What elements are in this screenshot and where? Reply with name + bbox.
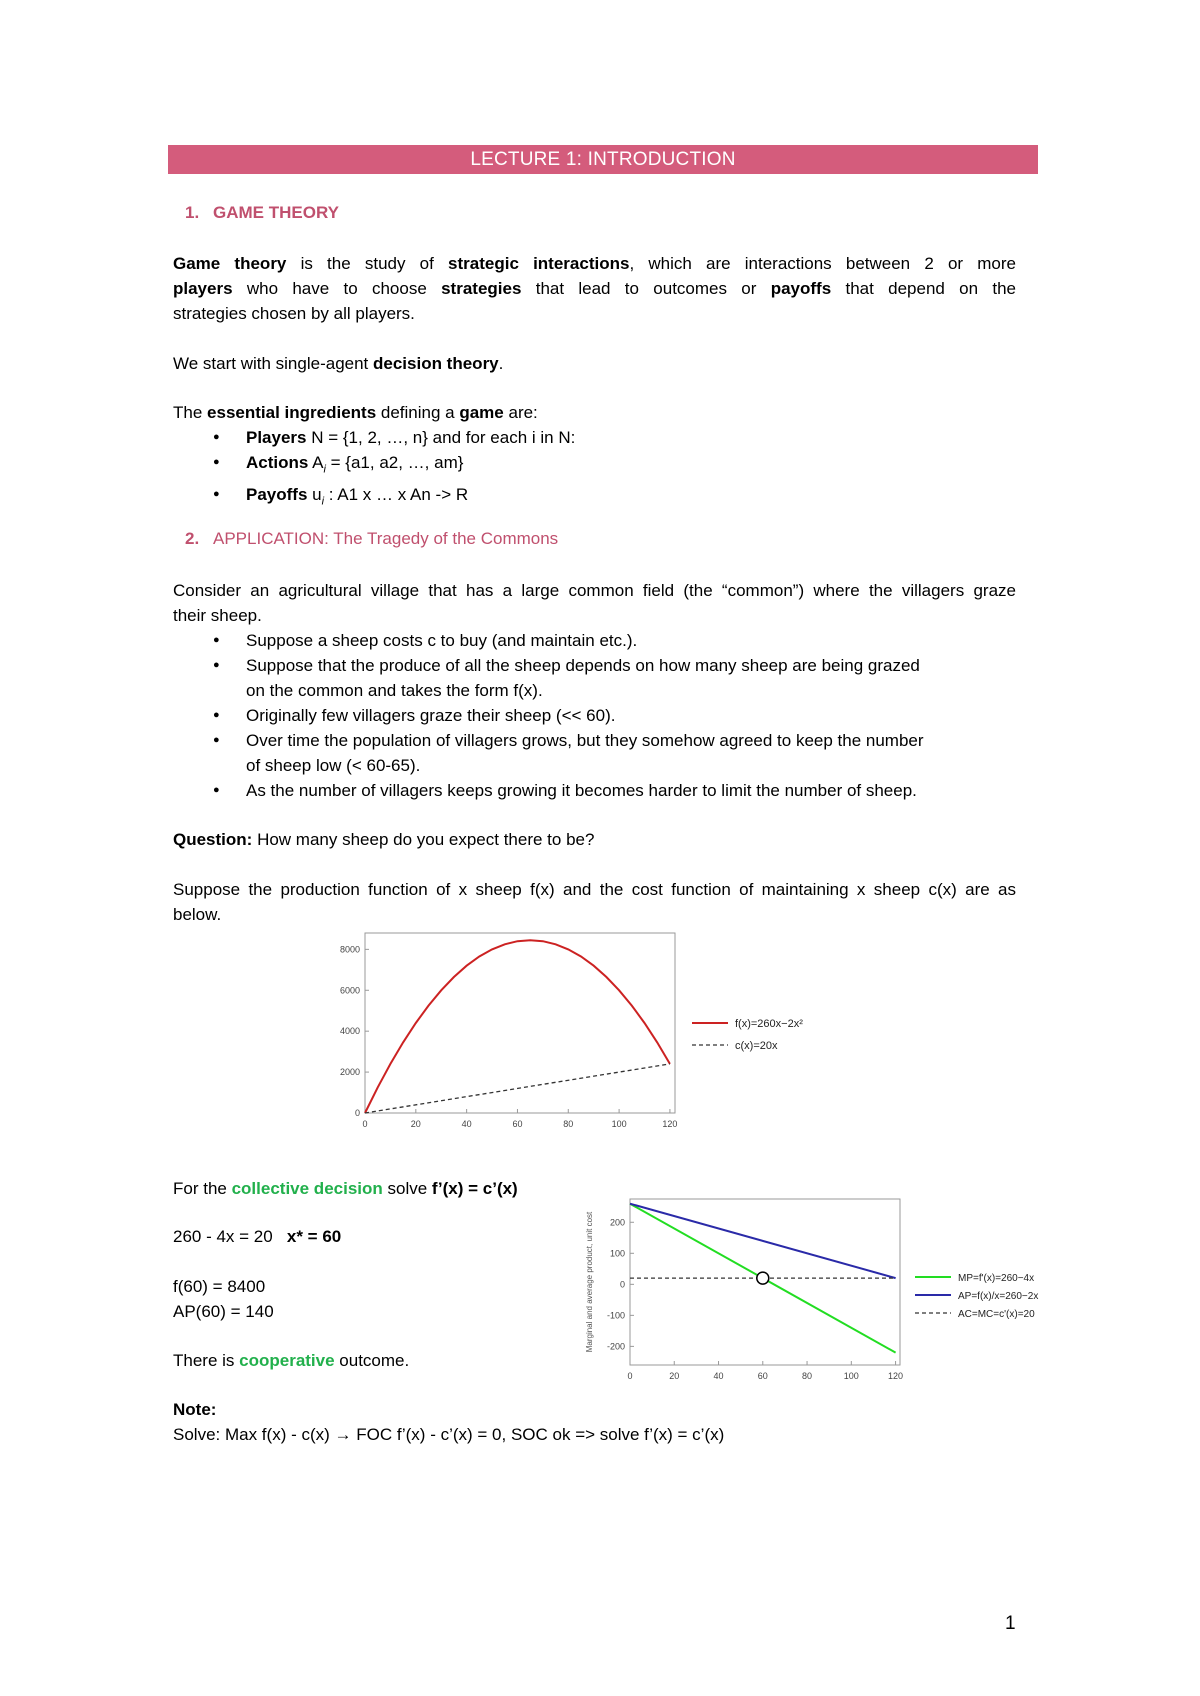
y-tick-label: 8000 (339, 944, 360, 955)
list-item (173, 703, 1016, 728)
output-value: f(60) = 8400 (173, 1277, 266, 1296)
item-text: N = {1, 2, …, n} and for each i in N: (306, 428, 576, 447)
average-product-value: AP(60) = 140 (173, 1302, 274, 1321)
functions-paragraph (173, 877, 1016, 927)
note-heading: Note: (173, 1400, 217, 1419)
term-essential-ingredients: essential ingredients (207, 403, 377, 422)
legend-label: f(x)=260x−2x² (735, 1018, 803, 1030)
term-strategies: strategies (441, 279, 522, 298)
ingredients-intro (173, 400, 1016, 425)
x-tick-label: 60 (512, 1119, 523, 1129)
paragraph-line-2: their sheep. (173, 606, 262, 625)
question-label: Question: (173, 830, 253, 849)
item-text: u (307, 485, 322, 505)
paragraph-line-1: Suppose the production function of x sheep f(x) and the cost function of maintaining x sheep c(x) are as (173, 880, 1016, 899)
game-theory-definition (173, 251, 1016, 326)
definition-line-2 (173, 276, 1016, 301)
term-cooperative: cooperative (239, 1351, 335, 1370)
item-term: Players (246, 428, 307, 447)
x-tick-label: 120 (662, 1119, 678, 1129)
term-players: players (173, 279, 233, 298)
y-tick-label: 0 (354, 1108, 360, 1118)
production-cost-chart (320, 925, 840, 1140)
item-subscript: i (323, 463, 326, 476)
village-paragraph (173, 578, 1016, 628)
item-line-2: on the common and takes the form f(x). (246, 681, 543, 700)
equilibrium-point-marker (757, 1272, 769, 1284)
legend-label: AP=f(x)/x=260−2x (958, 1291, 1039, 1302)
term-decision-theory: decision theory (373, 354, 499, 373)
section-heading-game-theory (185, 203, 339, 223)
item-line-1: ● Suppose that the produce of all the sheep depends on how many sheep are being grazed (246, 656, 920, 675)
y-tick-label: 0 (619, 1279, 625, 1290)
item-line-1: ● Over time the population of villagers grows, but they somehow agreed to keep the number (246, 731, 924, 750)
item-line-1: ● Suppose a sheep costs c to buy (and maintain etc.). (246, 631, 638, 650)
text: is the study of (286, 254, 449, 273)
item-term: Payoffs (246, 485, 308, 505)
y-tick-label: 4000 (339, 1026, 360, 1037)
x-tick-label: 80 (802, 1371, 813, 1381)
legend-label: AC=MC=c'(x)=20 (958, 1309, 1035, 1320)
ingredients-list (173, 425, 1016, 515)
plot-frame (365, 933, 675, 1113)
equation: f’(x) = c’(x) (431, 1179, 518, 1198)
item-line-2: of sheep low (< 60-65). (246, 756, 421, 775)
x-tick-label: 60 (757, 1371, 768, 1381)
term-collective-decision: collective decision (231, 1179, 383, 1198)
assumptions-list (173, 628, 1016, 803)
text: who have to choose (232, 279, 442, 298)
x-tick-label: 40 (461, 1119, 472, 1129)
lecture-title-banner: LECTURE 1: INTRODUCTION (168, 145, 1038, 174)
paragraph-line-2: below. (173, 905, 222, 924)
x-tick-label: 20 (410, 1119, 421, 1129)
question-line (173, 827, 1016, 852)
y-tick-label: -100 (606, 1310, 625, 1321)
y-tick-label: -200 (606, 1341, 625, 1352)
legend-label: MP=f'(x)=260−4x (958, 1273, 1035, 1284)
x-tick-label: 40 (713, 1371, 724, 1381)
list-item (173, 425, 1016, 450)
x-tick-label: 20 (669, 1371, 680, 1381)
list-item (173, 628, 1016, 653)
note-text: Solve: Max f(x) - c(x) → FOC f’(x) - c’(x) = 0, SOC ok => solve f’(x) = c’(x) (173, 1425, 725, 1444)
section-number: 1. (185, 203, 200, 222)
section-title: GAME THEORY (213, 203, 339, 222)
y-tick-label: 100 (609, 1248, 625, 1259)
text: are: (503, 403, 538, 422)
section-title: APPLICATION: The Tragedy of the Commons (213, 529, 559, 548)
x-tick-label: 100 (843, 1371, 859, 1381)
question-text: How many sheep do you expect there to be? (252, 830, 595, 849)
item-line-1: ● Originally few villagers graze their sheep (<< 60). (246, 706, 616, 725)
item-line-1: ● As the number of villagers keeps growing it becomes harder to limit the number of sheep. (246, 781, 917, 800)
y-tick-label: 200 (609, 1217, 625, 1228)
legend-label: c(x)=20x (735, 1040, 778, 1052)
x-tick-label: 0 (362, 1119, 368, 1129)
note-label (173, 1397, 1016, 1422)
decision-theory-sentence (173, 351, 1016, 376)
paragraph-line-1: Consider an agricultural village that has a large common field (the “common”) where the villagers graze (173, 581, 1016, 600)
text: , which are interactions between 2 or more (629, 254, 1016, 273)
text: outcome. (334, 1351, 410, 1370)
equation: 260 - 4x = 20 (173, 1227, 287, 1246)
definition-line-1 (173, 251, 1016, 276)
page-number: 1 (1005, 1613, 1016, 1634)
text: . (498, 354, 504, 373)
x-tick-label: 120 (888, 1371, 904, 1381)
item-text: = {a1, a2, …, am} (325, 453, 464, 472)
item-subscript: i (321, 495, 325, 508)
list-item (173, 653, 1016, 703)
solution: x* = 60 (286, 1227, 342, 1246)
definition-line-3: strategies chosen by all players. (173, 304, 415, 323)
text: solve (382, 1179, 432, 1198)
list-item (173, 728, 1016, 778)
list-item (173, 778, 1016, 803)
list-item (173, 482, 1016, 514)
text: that depend on the (831, 279, 1016, 298)
text: that lead to outcomes or (521, 279, 771, 298)
section-heading-application (185, 529, 559, 549)
item-text: : A1 x … x An -> R (324, 485, 469, 505)
term-payoffs: payoffs (770, 279, 832, 298)
text: defining a (376, 403, 460, 422)
y-tick-label: 6000 (339, 985, 360, 996)
x-tick-label: 80 (563, 1119, 574, 1129)
section-number: 2. (185, 529, 200, 548)
y-tick-label: 2000 (339, 1067, 360, 1078)
list-item (173, 450, 1016, 482)
item-text: A (308, 453, 324, 472)
item-term: Actions (246, 453, 309, 472)
x-tick-label: 0 (627, 1371, 633, 1381)
text: There is (173, 1351, 240, 1370)
term-strategic-interactions: strategic interactions (448, 254, 630, 273)
text: We start with single-agent (173, 354, 373, 373)
y-axis-label: Marginal and average product, unit cost (585, 1211, 594, 1353)
term-game-theory: Game theory (173, 254, 287, 273)
term-game: game (459, 403, 504, 422)
text: The (173, 403, 208, 422)
marginal-average-chart (580, 1195, 1060, 1385)
x-tick-label: 100 (611, 1119, 627, 1129)
text: For the (173, 1179, 232, 1198)
